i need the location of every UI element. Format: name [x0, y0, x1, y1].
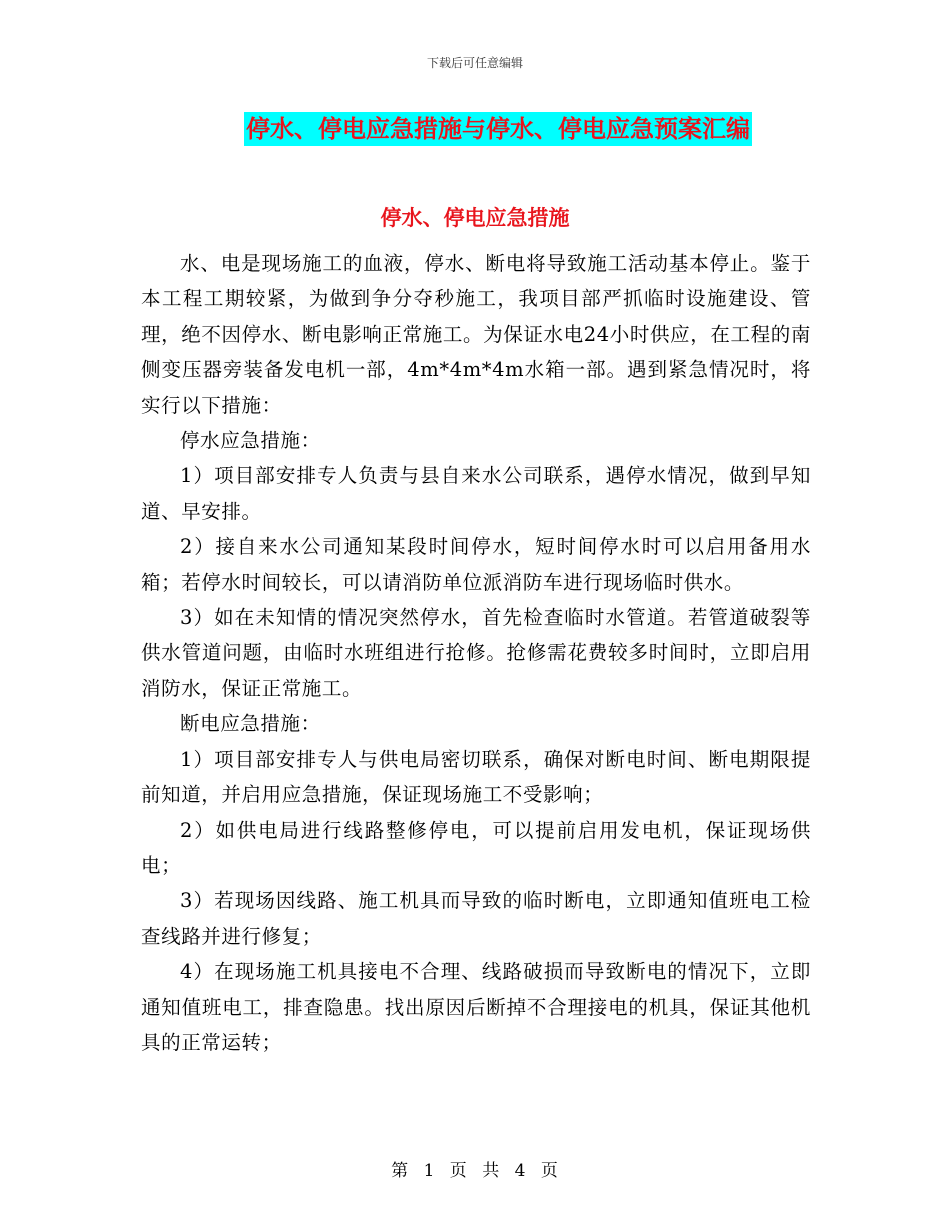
header-note: 下载后可任意编辑 [426, 56, 523, 70]
footer-page-prefix: 第 [391, 1161, 410, 1181]
body-text [141, 246, 811, 1060]
footer-page-number: 1 [423, 1161, 436, 1181]
footer-total-pages: 4 [514, 1161, 527, 1181]
paragraph-power-1: 1）项目部安排专人与供电局密切联系，确保对断电时间、断电期限提前知道，并启用应急措施，保证现场施工不受影响； [141, 747, 811, 807]
paragraph-power-heading: 断电应急措施： [180, 712, 321, 736]
footer-page-word: 页 [449, 1161, 468, 1181]
page-footer [0, 1156, 950, 1181]
paragraph-power-2: 2）如供电局进行线路整修停电，可以提前启用发电机，保证现场供电； [141, 818, 811, 877]
paragraph-power-3: 3）若现场因线路、施工机具而导致的临时断电，立即通知值班电工检查线路并进行修复； [141, 889, 811, 948]
footer-total-prefix: 共 [482, 1161, 501, 1181]
paragraph-water-2: 2）接自来水公司通知某段时间停水，短时间停水时可以启用备用水箱；若停水时间较长，可以请消防单位派消防车进行现场临时供水。 [141, 535, 811, 594]
paragraph-water-heading: 停水应急措施： [180, 429, 321, 453]
footer-total-word: 页 [540, 1161, 559, 1181]
paragraph-water-3: 3）如在未知情的情况突然停水，首先检查临时水管道。若管道破裂等供水管道问题，由临时水班组进行抢修。抢修需花费较多时间时，立即启用消防水，保证正常施工。 [141, 606, 811, 700]
main-title-container [0, 112, 950, 146]
paragraph-intro: 水、电是现场施工的血液，停水、断电将导致施工活动基本停止。鉴于本工程工期较紧，为做到争分夺秒施工，我项目部严抓临时设施建设、管理，绝不因停水、断电影响正常施工。为保证水电24小时供应，在工程的南侧变压器旁装备发电机一部，4m*4m*4m水箱一部。遇到紧急情况时，将实行以下措施： [141, 252, 811, 417]
section-title: 停水、停电应急措施 [380, 206, 570, 230]
paragraph-water-1: 1）项目部安排专人负责与县自来水公司联系，遇停水情况，做到早知道、早安排。 [141, 464, 811, 523]
main-title: 停水、停电应急措施与停水、停电应急预案汇编 [244, 112, 752, 146]
paragraph-power-4: 4）在现场施工机具接电不合理、线路破损而导致断电的情况下，立即通知值班电工，排查隐患。找出原因后断掉不合理接电的机具，保证其他机具的正常运转； [141, 960, 811, 1054]
